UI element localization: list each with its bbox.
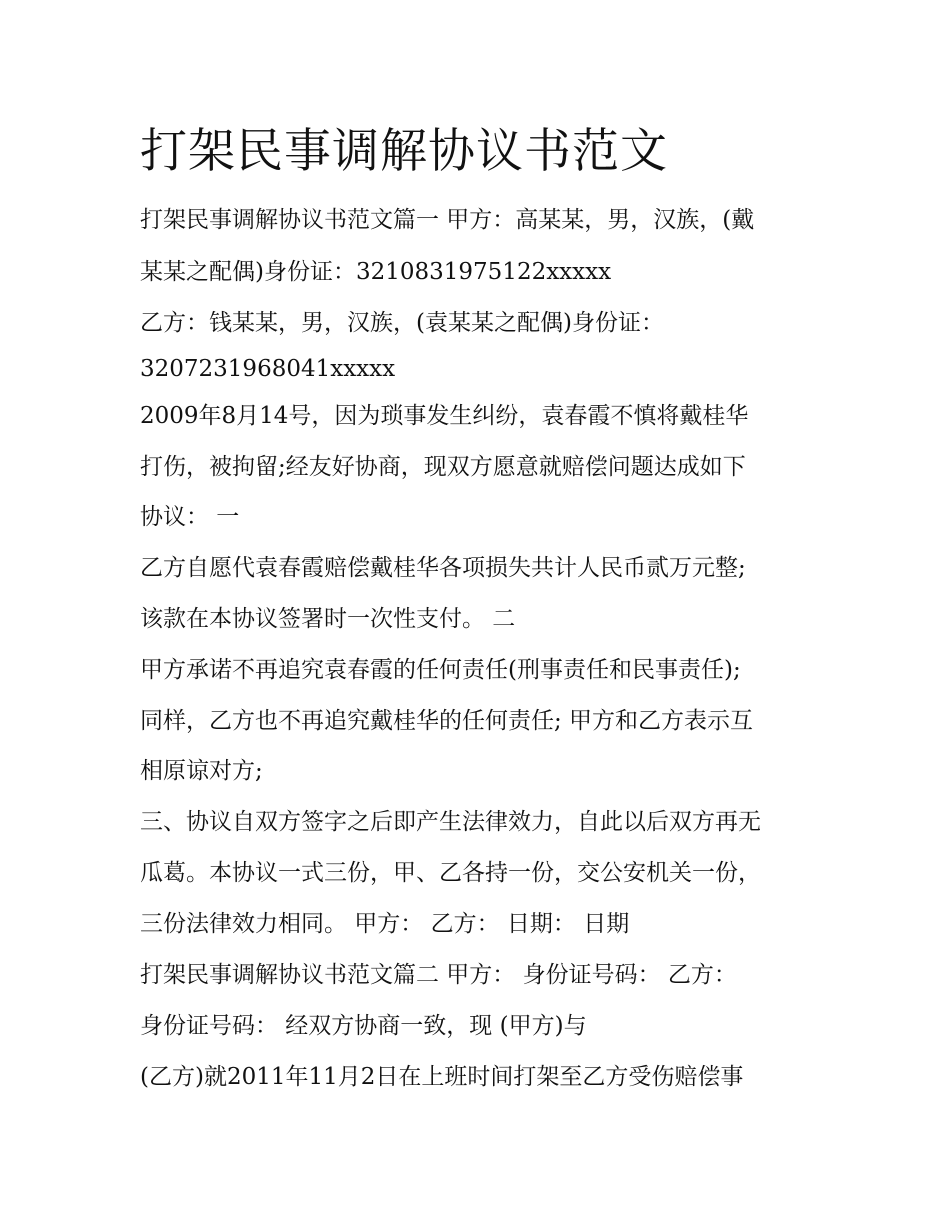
body-line: (乙方)就2011年11月2日在上班时间打架至乙方受伤赔偿事 [140, 1064, 744, 1090]
body-line: 同样，乙方也不再追究戴桂华的任何责任; 甲方和乙方表示互 [140, 708, 754, 734]
body-line: 协议： 一 [140, 504, 240, 530]
body-line: 打架民事调解协议书范文篇一 甲方：高某某，男，汉族，(戴 [140, 207, 755, 233]
body-line: 打架民事调解协议书范文篇二 甲方： 身份证号码： 乙方： [140, 962, 737, 988]
body-line: 瓜葛。本协议一式三份，甲、乙各持一份，交公安机关一份， [140, 860, 761, 886]
body-line: 该款在本协议签署时一次性支付。 二 [140, 606, 516, 632]
document-title: 打架民事调解协议书范文 [140, 124, 668, 179]
body-line: 相原谅对方; [140, 758, 263, 784]
body-line: 打伤，被拘留;经友好协商，现双方愿意就赔偿问题达成如下 [140, 454, 746, 480]
body-line: 3207231968041xxxxx [140, 356, 396, 382]
body-line: 身份证号码： 经双方协商一致，现 (甲方)与 [140, 1013, 587, 1039]
body-line: 2009年8月14号，因为琐事发生纠纷，袁春霞不慎将戴桂华 [140, 403, 749, 429]
body-line: 甲方承诺不再追究袁春霞的任何责任(刑事责任和民事责任); [140, 657, 741, 683]
body-line: 乙方自愿代袁春霞赔偿戴桂华各项损失共计人民币贰万元整; [140, 555, 746, 581]
body-line: 三、协议自双方签字之后即产生法律效力，自此以后双方再无 [140, 809, 761, 835]
body-line: 某某之配偶)身份证：3210831975122xxxxx [140, 259, 612, 285]
body-line: 三份法律效力相同。 甲方： 乙方： 日期： 日期 [140, 911, 630, 937]
body-line: 乙方：钱某某，男，汉族，(袁某某之配偶)身份证： [140, 310, 664, 336]
